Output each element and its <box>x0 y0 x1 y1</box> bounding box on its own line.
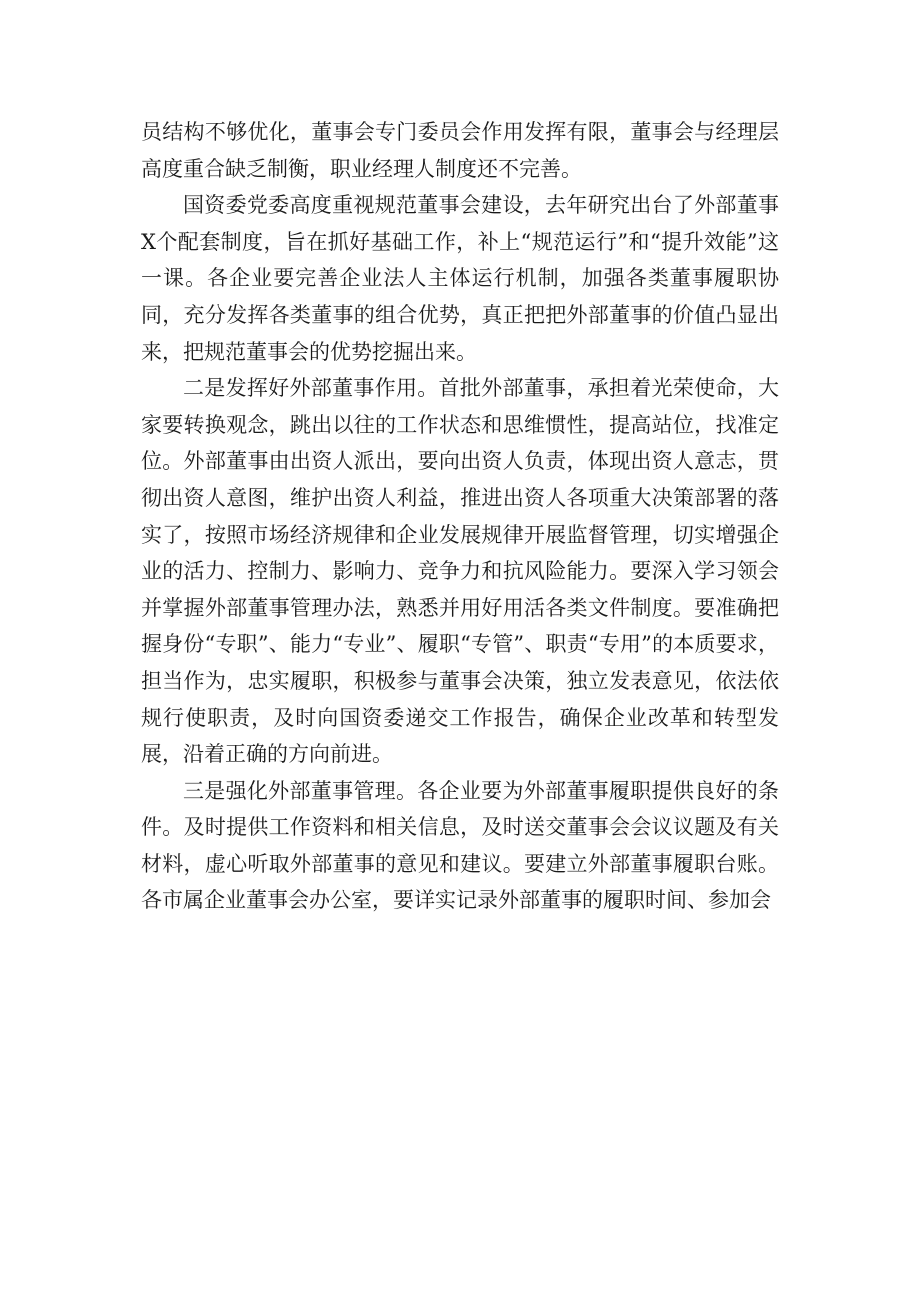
paragraph-continuation: 员结构不够优化，董事会专门委员会作用发挥有限，董事会与经理层高度重合缺乏制衡，职业经理人制度还不完善。 <box>141 120 779 181</box>
paragraph-external-director-management: 三是强化外部董事管理。各企业要为外部董事履职提供良好的条件。及时提供工作资料和相关信息，及时送交董事会会议议题及有关材料，虚心听取外部董事的意见和建议。要建立外部董事履职台账。各市属企业董事会办公室，要详实记录外部董事的履职时间、参加会 <box>141 778 779 913</box>
paragraph-external-director-role: 二是发挥好外部董事作用。首批外部董事，承担着光荣使命，大家要转换观念，跳出以往的工作状态和思维惯性，提高站位，找准定位。外部董事由出资人派出，要向出资人负责，体现出资人意志，贯彻出资人意图，维护出资人利益，推进出资人各项重大决策部署的落实了，按照市场经济规律和企业发展规律开展监督管理，切实增强企业的活力、控制力、影响力、竞争力和抗风险能力。要深入学习领会并掌握外部董事管理办法，熟悉并用好用活各类文件制度。要准确把握身份“专职”、能力“专业”、履职“专管”、职责“专用”的本质要求，担当作为，忠实履职，积极参与董事会决策，独立发表意见，依法依规行使职责，及时向国资委递交工作报告，确保企业改革和转型发展，沿着正确的方向前进。 <box>141 376 779 767</box>
paragraph-sasac-board-building: 国资委党委高度重视规范董事会建设，去年研究出台了外部董事X个配套制度，旨在抓好基础工作，补上“规范运行”和“提升效能”这一课。各企业要完善企业法人主体运行机制，加强各类董事履职协同，充分发挥各类董事的组合优势，真正把把外部董事的价值凸显出来，把规范董事会的优势挖掘出来。 <box>141 193 779 364</box>
document-body <box>141 114 779 919</box>
